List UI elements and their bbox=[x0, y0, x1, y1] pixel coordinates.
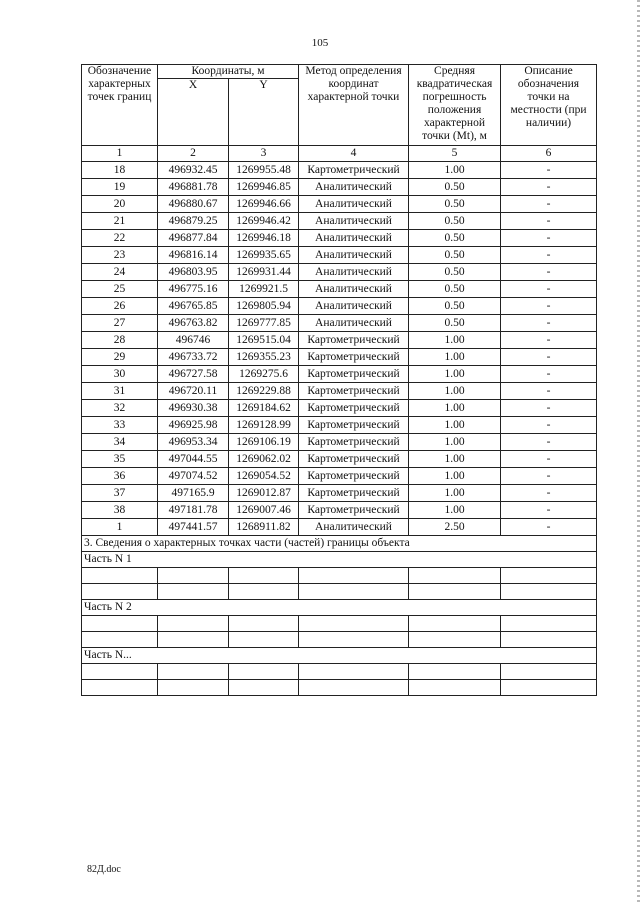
empty-cell bbox=[501, 616, 597, 632]
table-row bbox=[82, 434, 597, 451]
method-cell: Аналитический bbox=[299, 247, 409, 264]
empty-row bbox=[82, 616, 597, 632]
part-label: Часть N... bbox=[82, 648, 597, 664]
empty-cell bbox=[229, 616, 299, 632]
empty-cell bbox=[82, 568, 158, 584]
table-row bbox=[82, 264, 597, 281]
point-cell: 22 bbox=[82, 230, 158, 247]
y-coordinate-cell: 1269054.52 bbox=[229, 468, 299, 485]
mean-error-cell: 0.50 bbox=[409, 315, 501, 332]
empty-cell bbox=[158, 616, 229, 632]
x-coordinate-cell: 497044.55 bbox=[158, 451, 229, 468]
y-coordinate-cell: 1268911.82 bbox=[229, 519, 299, 536]
column-number: 5 bbox=[409, 146, 501, 162]
description-cell: - bbox=[501, 349, 597, 366]
header-y: Y bbox=[229, 79, 299, 146]
y-coordinate-cell: 1269777.85 bbox=[229, 315, 299, 332]
mean-error-cell: 0.50 bbox=[409, 247, 501, 264]
table-row bbox=[82, 213, 597, 230]
method-cell: Аналитический bbox=[299, 196, 409, 213]
empty-row bbox=[82, 568, 597, 584]
x-coordinate-cell: 496765.85 bbox=[158, 298, 229, 315]
description-cell: - bbox=[501, 247, 597, 264]
empty-row bbox=[82, 632, 597, 648]
x-coordinate-cell: 496953.34 bbox=[158, 434, 229, 451]
empty-cell bbox=[229, 584, 299, 600]
table-row bbox=[82, 196, 597, 213]
empty-cell bbox=[299, 568, 409, 584]
y-coordinate-cell: 1269106.19 bbox=[229, 434, 299, 451]
table-row bbox=[82, 519, 597, 536]
empty-cell bbox=[158, 568, 229, 584]
empty-cell bbox=[409, 680, 501, 696]
empty-cell bbox=[158, 584, 229, 600]
table-row bbox=[82, 315, 597, 332]
x-coordinate-cell: 496733.72 bbox=[158, 349, 229, 366]
header-mean-error: Средняя квадратическая погрешность положения характерной точки (Mt), м bbox=[409, 65, 501, 146]
y-coordinate-cell: 1269946.66 bbox=[229, 196, 299, 213]
table-row bbox=[82, 485, 597, 502]
x-coordinate-cell: 496775.16 bbox=[158, 281, 229, 298]
empty-cell bbox=[501, 568, 597, 584]
point-cell: 27 bbox=[82, 315, 158, 332]
table-row bbox=[82, 468, 597, 485]
point-cell: 21 bbox=[82, 213, 158, 230]
description-cell: - bbox=[501, 213, 597, 230]
y-coordinate-cell: 1269921.5 bbox=[229, 281, 299, 298]
empty-cell bbox=[82, 616, 158, 632]
table-row bbox=[82, 162, 597, 179]
mean-error-cell: 0.50 bbox=[409, 196, 501, 213]
empty-cell bbox=[299, 584, 409, 600]
empty-cell bbox=[229, 680, 299, 696]
x-coordinate-cell: 496880.67 bbox=[158, 196, 229, 213]
section-3-title: 3. Сведения о характерных точках части (частей) границы объекта bbox=[82, 536, 597, 552]
empty-cell bbox=[299, 664, 409, 680]
description-cell: - bbox=[501, 400, 597, 417]
mean-error-cell: 1.00 bbox=[409, 332, 501, 349]
column-number: 4 bbox=[299, 146, 409, 162]
y-coordinate-cell: 1269946.18 bbox=[229, 230, 299, 247]
mean-error-cell: 1.00 bbox=[409, 502, 501, 519]
x-coordinate-cell: 496930.38 bbox=[158, 400, 229, 417]
x-coordinate-cell: 496881.78 bbox=[158, 179, 229, 196]
description-cell: - bbox=[501, 281, 597, 298]
x-coordinate-cell: 497181.78 bbox=[158, 502, 229, 519]
method-cell: Картометрический bbox=[299, 383, 409, 400]
x-coordinate-cell: 496746 bbox=[158, 332, 229, 349]
column-number: 3 bbox=[229, 146, 299, 162]
point-cell: 26 bbox=[82, 298, 158, 315]
empty-cell bbox=[158, 632, 229, 648]
point-cell: 30 bbox=[82, 366, 158, 383]
method-cell: Аналитический bbox=[299, 264, 409, 281]
table-row bbox=[82, 349, 597, 366]
description-cell: - bbox=[501, 519, 597, 536]
header-description: Описание обозначения точки на местности (при наличии) bbox=[501, 65, 597, 146]
table-row bbox=[82, 179, 597, 196]
table-row bbox=[82, 332, 597, 349]
x-coordinate-cell: 496877.84 bbox=[158, 230, 229, 247]
y-coordinate-cell: 1269128.99 bbox=[229, 417, 299, 434]
mean-error-cell: 0.50 bbox=[409, 179, 501, 196]
description-cell: - bbox=[501, 162, 597, 179]
point-cell: 37 bbox=[82, 485, 158, 502]
method-cell: Картометрический bbox=[299, 502, 409, 519]
table-row bbox=[82, 383, 597, 400]
description-cell: - bbox=[501, 451, 597, 468]
boundary-points-table bbox=[81, 64, 597, 696]
table-row bbox=[82, 400, 597, 417]
empty-cell bbox=[229, 664, 299, 680]
empty-cell bbox=[82, 584, 158, 600]
empty-cell bbox=[82, 680, 158, 696]
y-coordinate-cell: 1269955.48 bbox=[229, 162, 299, 179]
page-number: 105 bbox=[311, 37, 329, 49]
x-coordinate-cell: 496925.98 bbox=[158, 417, 229, 434]
empty-row bbox=[82, 584, 597, 600]
point-cell: 28 bbox=[82, 332, 158, 349]
mean-error-cell: 1.00 bbox=[409, 383, 501, 400]
method-cell: Картометрический bbox=[299, 332, 409, 349]
point-cell: 36 bbox=[82, 468, 158, 485]
mean-error-cell: 1.00 bbox=[409, 349, 501, 366]
point-cell: 33 bbox=[82, 417, 158, 434]
point-cell: 31 bbox=[82, 383, 158, 400]
column-number: 1 bbox=[82, 146, 158, 162]
x-coordinate-cell: 496727.58 bbox=[158, 366, 229, 383]
mean-error-cell: 1.00 bbox=[409, 366, 501, 383]
y-coordinate-cell: 1269275.6 bbox=[229, 366, 299, 383]
mean-error-cell: 1.00 bbox=[409, 485, 501, 502]
mean-error-cell: 1.00 bbox=[409, 451, 501, 468]
table-row bbox=[82, 502, 597, 519]
method-cell: Аналитический bbox=[299, 230, 409, 247]
empty-row bbox=[82, 680, 597, 696]
point-cell: 35 bbox=[82, 451, 158, 468]
y-coordinate-cell: 1269805.94 bbox=[229, 298, 299, 315]
x-coordinate-cell: 496879.25 bbox=[158, 213, 229, 230]
method-cell: Картометрический bbox=[299, 162, 409, 179]
mean-error-cell: 2.50 bbox=[409, 519, 501, 536]
empty-cell bbox=[409, 632, 501, 648]
part-label: Часть N 1 bbox=[82, 552, 597, 568]
y-coordinate-cell: 1269946.85 bbox=[229, 179, 299, 196]
description-cell: - bbox=[501, 315, 597, 332]
point-cell: 29 bbox=[82, 349, 158, 366]
mean-error-cell: 0.50 bbox=[409, 281, 501, 298]
method-cell: Аналитический bbox=[299, 298, 409, 315]
file-name-footer: 82Д.doc bbox=[87, 864, 121, 875]
header-method: Метод определения координат характерной точки bbox=[299, 65, 409, 146]
description-cell: - bbox=[501, 332, 597, 349]
y-coordinate-cell: 1269012.87 bbox=[229, 485, 299, 502]
mean-error-cell: 0.50 bbox=[409, 298, 501, 315]
point-cell: 24 bbox=[82, 264, 158, 281]
description-cell: - bbox=[501, 298, 597, 315]
description-cell: - bbox=[501, 383, 597, 400]
description-cell: - bbox=[501, 468, 597, 485]
table-row bbox=[82, 230, 597, 247]
table-row bbox=[82, 281, 597, 298]
mean-error-cell: 0.50 bbox=[409, 230, 501, 247]
y-coordinate-cell: 1269515.04 bbox=[229, 332, 299, 349]
description-cell: - bbox=[501, 485, 597, 502]
method-cell: Картометрический bbox=[299, 485, 409, 502]
column-number: 6 bbox=[501, 146, 597, 162]
table-row bbox=[82, 417, 597, 434]
point-cell: 32 bbox=[82, 400, 158, 417]
empty-cell bbox=[229, 632, 299, 648]
method-cell: Аналитический bbox=[299, 213, 409, 230]
x-coordinate-cell: 496932.45 bbox=[158, 162, 229, 179]
method-cell: Картометрический bbox=[299, 400, 409, 417]
description-cell: - bbox=[501, 179, 597, 196]
y-coordinate-cell: 1269946.42 bbox=[229, 213, 299, 230]
method-cell: Аналитический bbox=[299, 281, 409, 298]
method-cell: Картометрический bbox=[299, 366, 409, 383]
mean-error-cell: 1.00 bbox=[409, 434, 501, 451]
empty-cell bbox=[501, 632, 597, 648]
y-coordinate-cell: 1269355.23 bbox=[229, 349, 299, 366]
empty-cell bbox=[299, 632, 409, 648]
y-coordinate-cell: 1269931.44 bbox=[229, 264, 299, 281]
point-cell: 25 bbox=[82, 281, 158, 298]
mean-error-cell: 1.00 bbox=[409, 400, 501, 417]
y-coordinate-cell: 1269062.02 bbox=[229, 451, 299, 468]
part-label: Часть N 2 bbox=[82, 600, 597, 616]
method-cell: Картометрический bbox=[299, 468, 409, 485]
description-cell: - bbox=[501, 502, 597, 519]
description-cell: - bbox=[501, 366, 597, 383]
mean-error-cell: 0.50 bbox=[409, 264, 501, 281]
description-cell: - bbox=[501, 196, 597, 213]
column-number: 2 bbox=[158, 146, 229, 162]
empty-cell bbox=[409, 568, 501, 584]
x-coordinate-cell: 497074.52 bbox=[158, 468, 229, 485]
point-cell: 1 bbox=[82, 519, 158, 536]
header-coordinates: Координаты, м bbox=[158, 65, 299, 79]
empty-cell bbox=[82, 664, 158, 680]
y-coordinate-cell: 1269229.88 bbox=[229, 383, 299, 400]
point-cell: 34 bbox=[82, 434, 158, 451]
description-cell: - bbox=[501, 417, 597, 434]
empty-row bbox=[82, 664, 597, 680]
empty-cell bbox=[229, 568, 299, 584]
point-cell: 38 bbox=[82, 502, 158, 519]
column-numbers-row bbox=[82, 146, 597, 162]
x-coordinate-cell: 496816.14 bbox=[158, 247, 229, 264]
empty-cell bbox=[299, 616, 409, 632]
table-row bbox=[82, 366, 597, 383]
empty-cell bbox=[82, 632, 158, 648]
point-cell: 20 bbox=[82, 196, 158, 213]
empty-cell bbox=[158, 664, 229, 680]
empty-cell bbox=[409, 584, 501, 600]
point-cell: 19 bbox=[82, 179, 158, 196]
x-coordinate-cell: 497441.57 bbox=[158, 519, 229, 536]
method-cell: Картометрический bbox=[299, 434, 409, 451]
description-cell: - bbox=[501, 264, 597, 281]
point-cell: 18 bbox=[82, 162, 158, 179]
empty-cell bbox=[501, 680, 597, 696]
header-point-designation: Обозначение характерных точек границ bbox=[82, 65, 158, 146]
method-cell: Картометрический bbox=[299, 349, 409, 366]
mean-error-cell: 0.50 bbox=[409, 213, 501, 230]
x-coordinate-cell: 497165.9 bbox=[158, 485, 229, 502]
description-cell: - bbox=[501, 230, 597, 247]
mean-error-cell: 1.00 bbox=[409, 417, 501, 434]
header-x: X bbox=[158, 79, 229, 146]
method-cell: Аналитический bbox=[299, 519, 409, 536]
x-coordinate-cell: 496803.95 bbox=[158, 264, 229, 281]
empty-cell bbox=[409, 664, 501, 680]
mean-error-cell: 1.00 bbox=[409, 162, 501, 179]
x-coordinate-cell: 496720.11 bbox=[158, 383, 229, 400]
method-cell: Картометрический bbox=[299, 417, 409, 434]
empty-cell bbox=[409, 616, 501, 632]
method-cell: Картометрический bbox=[299, 451, 409, 468]
table-row bbox=[82, 247, 597, 264]
x-coordinate-cell: 496763.82 bbox=[158, 315, 229, 332]
description-cell: - bbox=[501, 434, 597, 451]
y-coordinate-cell: 1269184.62 bbox=[229, 400, 299, 417]
mean-error-cell: 1.00 bbox=[409, 468, 501, 485]
y-coordinate-cell: 1269007.46 bbox=[229, 502, 299, 519]
table-row bbox=[82, 298, 597, 315]
method-cell: Аналитический bbox=[299, 179, 409, 196]
method-cell: Аналитический bbox=[299, 315, 409, 332]
point-cell: 23 bbox=[82, 247, 158, 264]
empty-cell bbox=[299, 680, 409, 696]
table-row bbox=[82, 451, 597, 468]
empty-cell bbox=[501, 664, 597, 680]
empty-cell bbox=[158, 680, 229, 696]
empty-cell bbox=[501, 584, 597, 600]
y-coordinate-cell: 1269935.65 bbox=[229, 247, 299, 264]
